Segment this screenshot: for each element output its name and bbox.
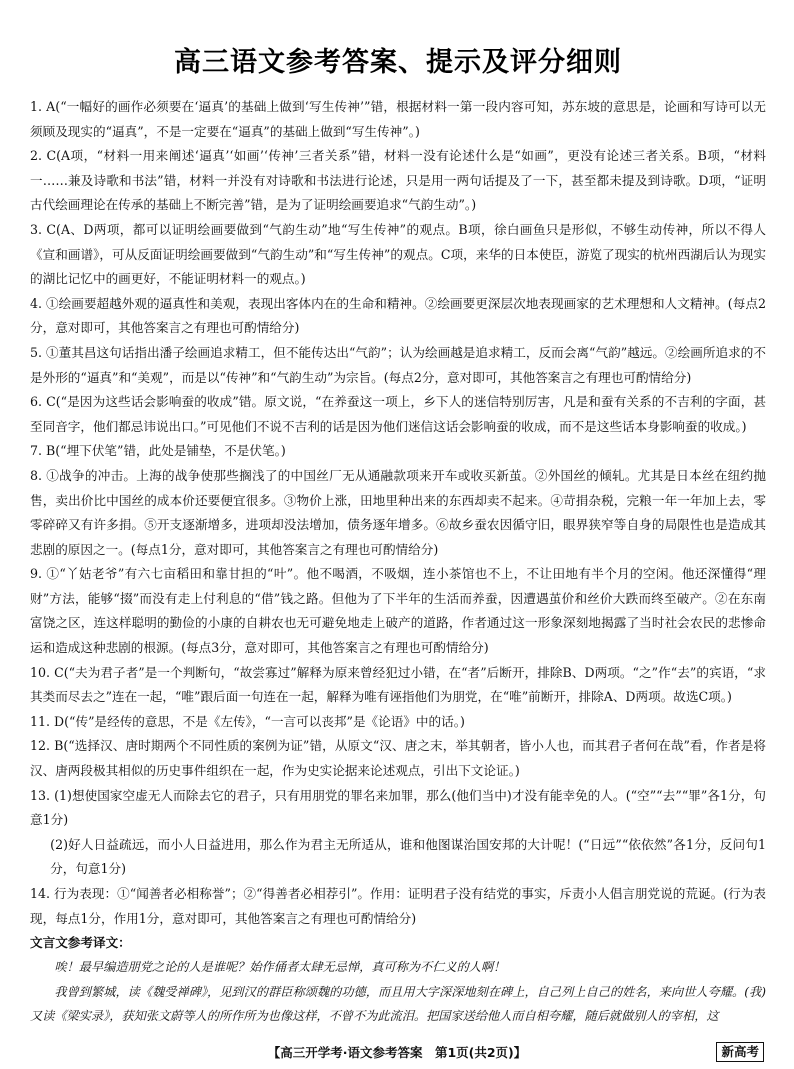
answer-item-11: 11. D(“传”是经传的意思，不是《左传》，“一言可以丧邦”是《论语》中的话。)	[30, 713, 465, 729]
answer-item-1: 1. A(“一幅好的画作必须要在‘逼真’的基础上做到‘写生传神’”错，根据材料一第一段内容可知，苏东坡的意思是，论画和写诗可以无须顾及现实的“逼真”，不是一定要在“逼真”的基础上做到“写生传神”。)	[30, 99, 766, 139]
answer-item-13-2: (2)好人日益疏远，而小人日益进用，那么作为君主无所适从，谁和他图谋治国安邦的大计呢！(“日远”“依依然”各1分，反问句1分，句意1分)	[50, 836, 766, 877]
answer-item-9: 9. ①“丫姑老爷”有六七亩稻田和靠甘担的“叶”。他不喝酒，不吸烟，连小茶馆也不上，不让田地有半个月的空闲。他还深懂得“理财”方法，能够“掇”而没有走上付利息的“借”钱之路。但他为了下半年的生活而养蚕，因遭遇茧价和丝价大跌而终至破产。②在东南富饶之区，连这样聪明的勤俭的小康的自耕农也无可避免地走上破产的道路，作者通过这一形象深刻地揭露了当时社会农民的悲惨命运和造成这种悲剧的根源。(每点3分，意对即可，其他答案言之有理也可酌情给分)	[30, 566, 766, 656]
answer-item-4: 4. ①绘画要超越外观的逼真性和美观，表现出客体内在的生命和精神。②绘画要更深层次地表现画家的艺术理想和人文精神。(每点2分，意对即可，其他答案言之有理也可酌情给分)	[30, 295, 766, 336]
answer-item-3: 3. C(A、D两项，都可以证明绘画要做到“气韵生动”地“写生传神”的观点。B项，徐白画鱼只是形似，不够生动传神，所以不得人《宣和画谱》，可从反面证明绘画要做到“气韵生动”和“写生传神”的观点。C项，来华的日本使臣，游览了现实的杭州西湖后认为现实的湖比记忆中的画更好，不能证明材料一的观点。)	[30, 221, 766, 287]
translation-paragraph-1: 唉！最早编造朋党之论的人是谁呢？始作俑者太肆无忌惮，真可称为不仁义的人啊！	[54, 960, 506, 975]
footer-page-info: 【高三开学考·语文参考答案 第1页(共2页)】	[267, 1045, 527, 1060]
answer-list	[30, 95, 766, 931]
answer-item-6: 6. C(“是因为这些话会影响蚕的收成”错。原文说，“在养蚕这一项上，乡下人的迷信特别厉害，凡是和蚕有关系的不吉利的字面，甚至同音字，他们都忌讳说出口。”可见他们不说不吉利的话是因为他们迷信这话会影响蚕的收成，而不是这些话本身影响蚕的收成。)	[30, 394, 766, 434]
translation-paragraph-2: 我曾到繁城，读《魏受禅碑》，见到汉的群臣称颂魏的功德，而且用大字深深地刻在碑上，自己列上自己的姓名，来向世人夸耀。(我)又读《梁实录》，获知张文蔚等人的所作所为也像这样，不曾不为此流泪。把国家送给他人而自相夸耀，随后就做别人的宰相，这	[30, 984, 766, 1023]
footer-badge: 新高考	[716, 1042, 764, 1062]
answer-item-5: 5. ①董其昌这句话指出潘子绘画追求精工，但不能传达出“气韵”；认为绘画越是追求精工，反而会离“气韵”越远。②绘画所追求的不是外形的“逼真”和“美观”，而是以“传神”和“气韵生动”为宗旨。(每点2分，意对即可，其他答案言之有理也可酌情给分)	[30, 344, 766, 385]
answer-item-2: 2. C(A项，“材料一用来阐述‘逼真’‘如画’‘传神’三者关系”错，材料一没有论述什么是“如画”，更没有论述三者关系。B项，“材料一……兼及诗歌和书法”错，材料一并没有对诗歌和书法进行论述，只是用一两句话提及了一下，甚至都未提及到诗歌。D项，“证明古代绘画理论在传承的基础上不断完善”错，是为了证明绘画要追求“气韵生动”。)	[30, 148, 766, 213]
answer-item-14: 14. 行为表现：①“闻善者必相称誉”；②“得善者必相荐引”。作用：证明君子没有结党的事实，斥责小人倡言朋党说的荒诞。(行为表现，每点1分，作用1分，意对即可，其他答案言之有理也可酌情给分)	[30, 886, 766, 926]
page-footer	[0, 1042, 794, 1064]
answer-item-7: 7. B(“埋下伏笔”错，此处是铺垫，不是伏笔。)	[30, 443, 286, 459]
answer-item-13-1: 13. (1)想使国家空虚无人而除去它的君子，只有用朋党的罪名来加罪，那么(他们当中)才没有能幸免的人。(“空”“去”“罪”各1分，句意1分)	[30, 787, 766, 828]
answer-item-8: 8. ①战争的冲击。上海的战争使那些搁浅了的中国丝厂无从通融款项来开车或收买新茧。②外国丝的倾轧。尤其是日本丝在纽约抛售，卖出价比中国丝的成本价还要便宜很多。③物价上涨，田地里种出来的东西却卖不起来。④苛捐杂税，完粮一年一年加上去，零零碎碎又有许多捐。⑤开支逐渐增多，进项却没法增加，债务逐年增多。⑥故乡蚕农因循守旧，眼界狭窄等自身的局限性也是造成其悲剧的原因之一。(每点1分，意对即可，其他答案言之有理也可酌情给分)	[30, 467, 766, 557]
page-title: 高三语文参考答案、提示及评分细则	[174, 47, 622, 78]
answer-item-10: 10. C(“夫为君子者”是一个判断句，“故尝寡过”解释为原来曾经犯过小错，在“者”后断开，排除B、D两项。“之”作“去”的宾语，“求其类而尽去之”连在一起，“唯”跟后面一句连在一起，解释为唯有诬指他们为朋党，在“唯”前断开，排除A、D两项。故选C项。)	[30, 664, 766, 705]
translation-heading: 文言文参考译文：	[30, 935, 131, 951]
answer-item-12: 12. B(“选择汉、唐时期两个不同性质的案例为证”错，从原文“汉、唐之末，举其朝者，皆小人也，而其君子者何在哉”看，作者是将汉、唐两段极其相似的历史事件组织在一起，作为史实论据来论述观点，引出下文论证。)	[30, 738, 766, 779]
